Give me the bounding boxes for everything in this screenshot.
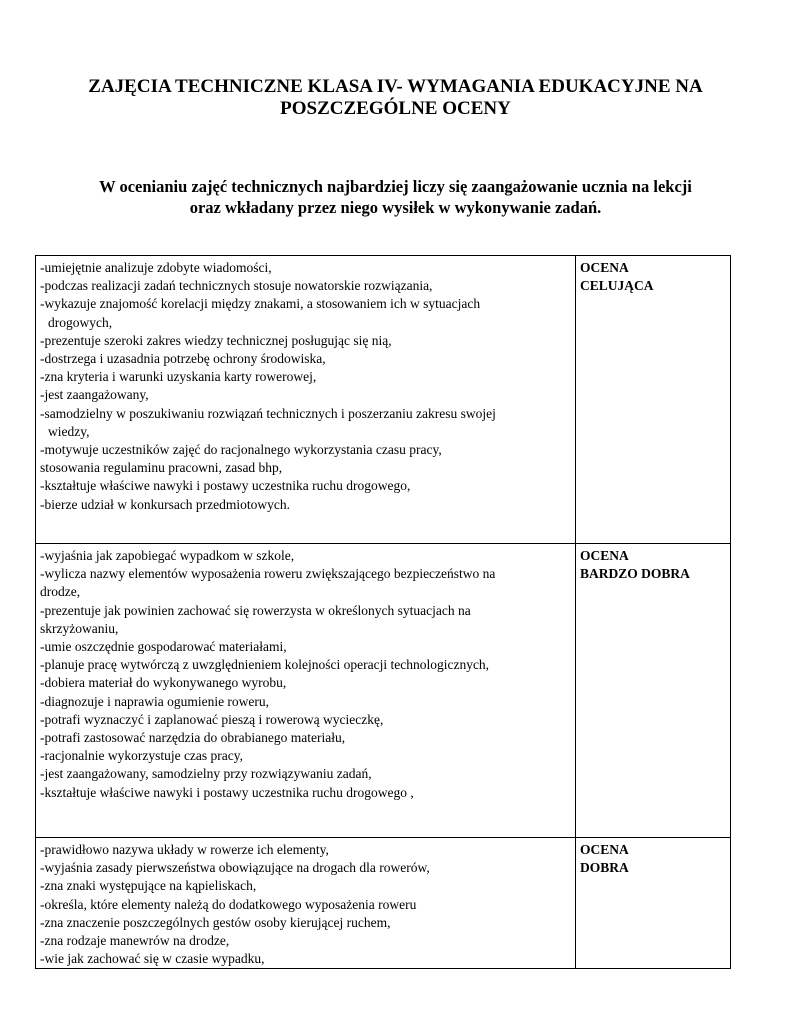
page-title xyxy=(30,76,761,120)
criterion-item: -kształtuje właściwe nawyki i postawy uczestnika ruchu drogowego , xyxy=(40,784,414,800)
criterion-item: -potrafi wyznaczyć i zaplanować pieszą i rowerową wycieczkę, xyxy=(40,711,384,727)
page-subtitle-line-2: oraz wkładany przez niego wysiłek w wykonywanie zadań. xyxy=(189,198,602,217)
criterion-item: -dobiera materiał do wykonywanego wyrobu, xyxy=(40,675,287,691)
criteria-cell xyxy=(36,838,576,969)
page-title-line-2: POSZCZEGÓLNE OCENY xyxy=(280,98,511,119)
grade-label-line-1: OCENA xyxy=(580,260,629,275)
grade-label-line-2: DOBRA xyxy=(580,860,629,876)
table-row-bardzo-dobra xyxy=(36,544,731,838)
grade-label-line-2: CELUJĄCA xyxy=(580,278,654,294)
criterion-item: -wylicza nazwy elementów wyposażenia roweru zwiększającego bezpieczeństwo na xyxy=(40,566,496,582)
criterion-item: stosowania regulaminu pracowni, zasad bhp, xyxy=(40,460,283,476)
criterion-item: -jest zaangażowany, xyxy=(40,387,149,403)
grade-cell xyxy=(576,838,731,969)
criterion-item: wiedzy, xyxy=(48,423,90,439)
criterion-item: -motywuje uczestników zajęć do racjonalnego wykorzystania czasu pracy, xyxy=(40,442,442,458)
table-row-celujaca xyxy=(36,256,731,544)
criterion-item: -racjonalnie wykorzystuje czas pracy, xyxy=(40,748,244,764)
criterion-item: -prezentuje jak powinien zachować się rowerzysta w określonych sytuacjach na xyxy=(40,602,471,618)
grade-label-line-1: OCENA xyxy=(580,548,629,563)
grade-requirements-table xyxy=(35,255,731,969)
criterion-item: -planuje pracę wytwórczą z uwzględnieniem kolejności operacji technologicznych, xyxy=(40,657,490,673)
criterion-item: -wie jak zachować się w czasie wypadku, xyxy=(40,951,265,967)
criterion-item: -wyjaśnia zasady pierwszeństwa obowiązujące na drogach dla rowerów, xyxy=(40,860,430,876)
grade-label-line-1: OCENA xyxy=(580,842,629,857)
criterion-item: -prezentuje szeroki zakres wiedzy technicznej posługując się nią, xyxy=(40,332,392,348)
grade-cell xyxy=(576,256,731,544)
criterion-item: -umiejętnie analizuje zdobyte wiadomości, xyxy=(40,260,272,275)
criterion-item: -określa, które elementy należą do dodatkowego wyposażenia roweru xyxy=(40,896,417,912)
grade-label-line-2: BARDZO DOBRA xyxy=(580,566,690,582)
criterion-item: -umie oszczędnie gospodarować materiałami, xyxy=(40,639,287,655)
criteria-cell xyxy=(36,256,576,544)
page-subtitle xyxy=(30,176,761,218)
page-title-line-1: ZAJĘCIA TECHNICZNE KLASA IV- WYMAGANIA EDUKACYJNE NA xyxy=(88,76,703,97)
criterion-item: -potrafi zastosować narzędzia do obrabianego materiału, xyxy=(40,730,346,746)
criterion-item: -podczas realizacji zadań technicznych stosuje nowatorskie rozwiązania, xyxy=(40,278,433,294)
criterion-item: -zna znaki występujące na kąpieliskach, xyxy=(40,878,257,894)
criterion-item: -bierze udział w konkursach przedmiotowych. xyxy=(40,496,291,512)
criterion-item: drodze, xyxy=(40,584,81,600)
criterion-item: -kształtuje właściwe nawyki i postawy uczestnika ruchu drogowego, xyxy=(40,478,411,494)
criterion-item: -samodzielny w poszukiwaniu rozwiązań technicznych i poszerzaniu zakresu swojej xyxy=(40,405,496,421)
page-subtitle-line-1: W ocenianiu zajęć technicznych najbardziej liczy się zaangażowanie ucznia na lekcji xyxy=(99,177,692,196)
criterion-item: skrzyżowaniu, xyxy=(40,620,119,636)
criterion-item: -zna kryteria i warunki uzyskania karty rowerowej, xyxy=(40,369,317,385)
criterion-item: -diagnozuje i naprawia ogumienie roweru, xyxy=(40,693,270,709)
criterion-item: -zna znaczenie poszczególnych gestów osoby kierującej ruchem, xyxy=(40,914,391,930)
criterion-item: drogowych, xyxy=(48,314,113,330)
criteria-cell xyxy=(36,544,576,838)
criterion-item: -wykazuje znajomość korelacji między znakami, a stosowaniem ich w sytuacjach xyxy=(40,296,481,312)
criterion-item: -dostrzega i uzasadnia potrzebę ochrony środowiska, xyxy=(40,351,326,367)
table-row-dobra xyxy=(36,838,731,969)
criterion-item: -jest zaangażowany, samodzielny przy rozwiązywaniu zadań, xyxy=(40,766,372,782)
grade-cell xyxy=(576,544,731,838)
criterion-item: -wyjaśnia jak zapobiegać wypadkom w szkole, xyxy=(40,548,295,563)
criterion-item: -prawidłowo nazywa układy w rowerze ich elementy, xyxy=(40,842,329,857)
criterion-item: -zna rodzaje manewrów na drodze, xyxy=(40,933,230,949)
